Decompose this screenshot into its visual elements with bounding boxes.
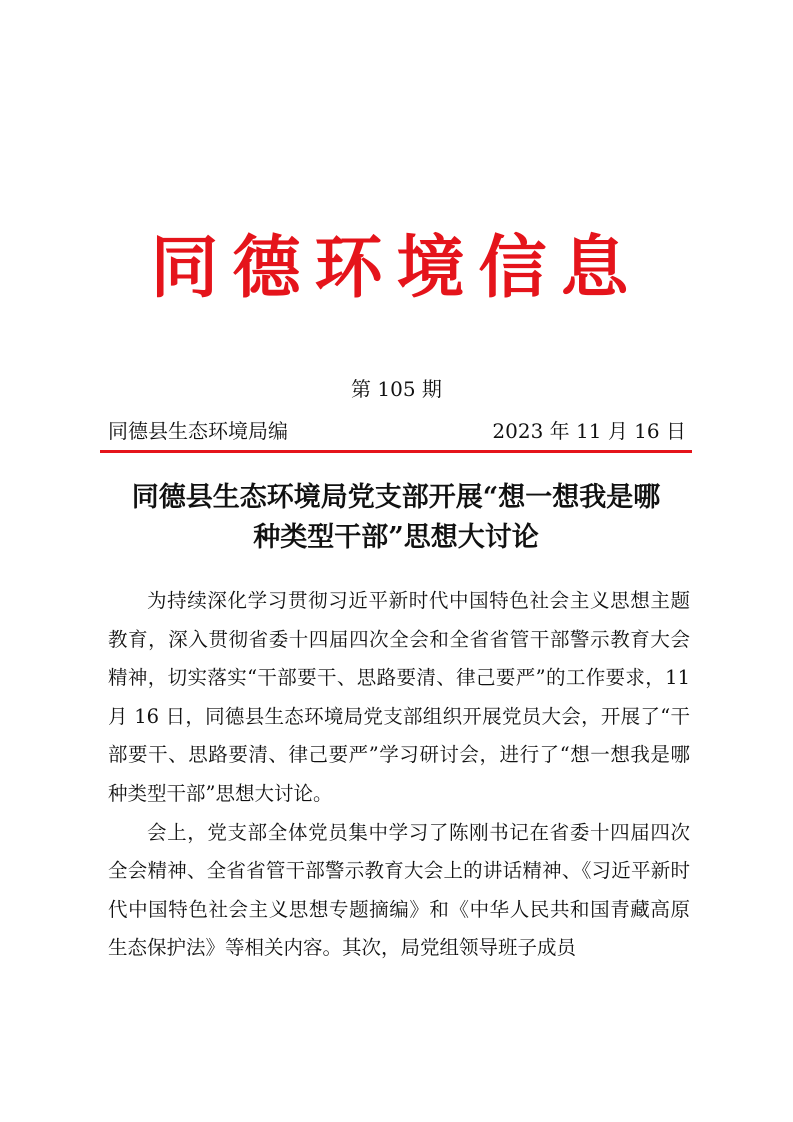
article-body xyxy=(108,582,690,968)
issue-number: 第 105 期 xyxy=(351,377,442,401)
header-divider xyxy=(100,450,692,453)
article-title-line-2: 种类型干部”思想大讨论 xyxy=(253,522,539,553)
meta-row xyxy=(108,418,686,444)
publish-date: 2023 年 11 月 16 日 xyxy=(492,419,686,443)
paragraph-1: 为持续深化学习贯彻习近平新时代中国特色社会主义思想主题教育，深入贯彻省委十四届四次全会和全省省管干部警示教育大会精神，切实落实“干部要干、思路要清、律己要严”的工作要求，11 月 16 日，同德县生态环境局党支部组织开展党员大会，开展了“干部要干、思路要清、律己要严”学习研讨会，进行了“想一想我是哪种类型干部”思想大讨论。 xyxy=(108,589,690,805)
masthead-title: 同德环境信息 xyxy=(150,228,643,308)
article-title xyxy=(100,478,692,558)
paragraph-2: 会上，党支部全体党员集中学习了陈刚书记在省委十四届四次全会精神、全省省管干部警示教育大会上的讲话精神、《习近平新时代中国特色社会主义思想专题摘编》和《中华人民共和国青藏高原生态保护法》等相关内容。其次，局党组领导班子成员 xyxy=(108,820,690,960)
publisher-label: 同德县生态环境局编 xyxy=(108,419,288,443)
article-title-line-1: 同德县生态环境局党支部开展“想一想我是哪 xyxy=(131,482,661,513)
